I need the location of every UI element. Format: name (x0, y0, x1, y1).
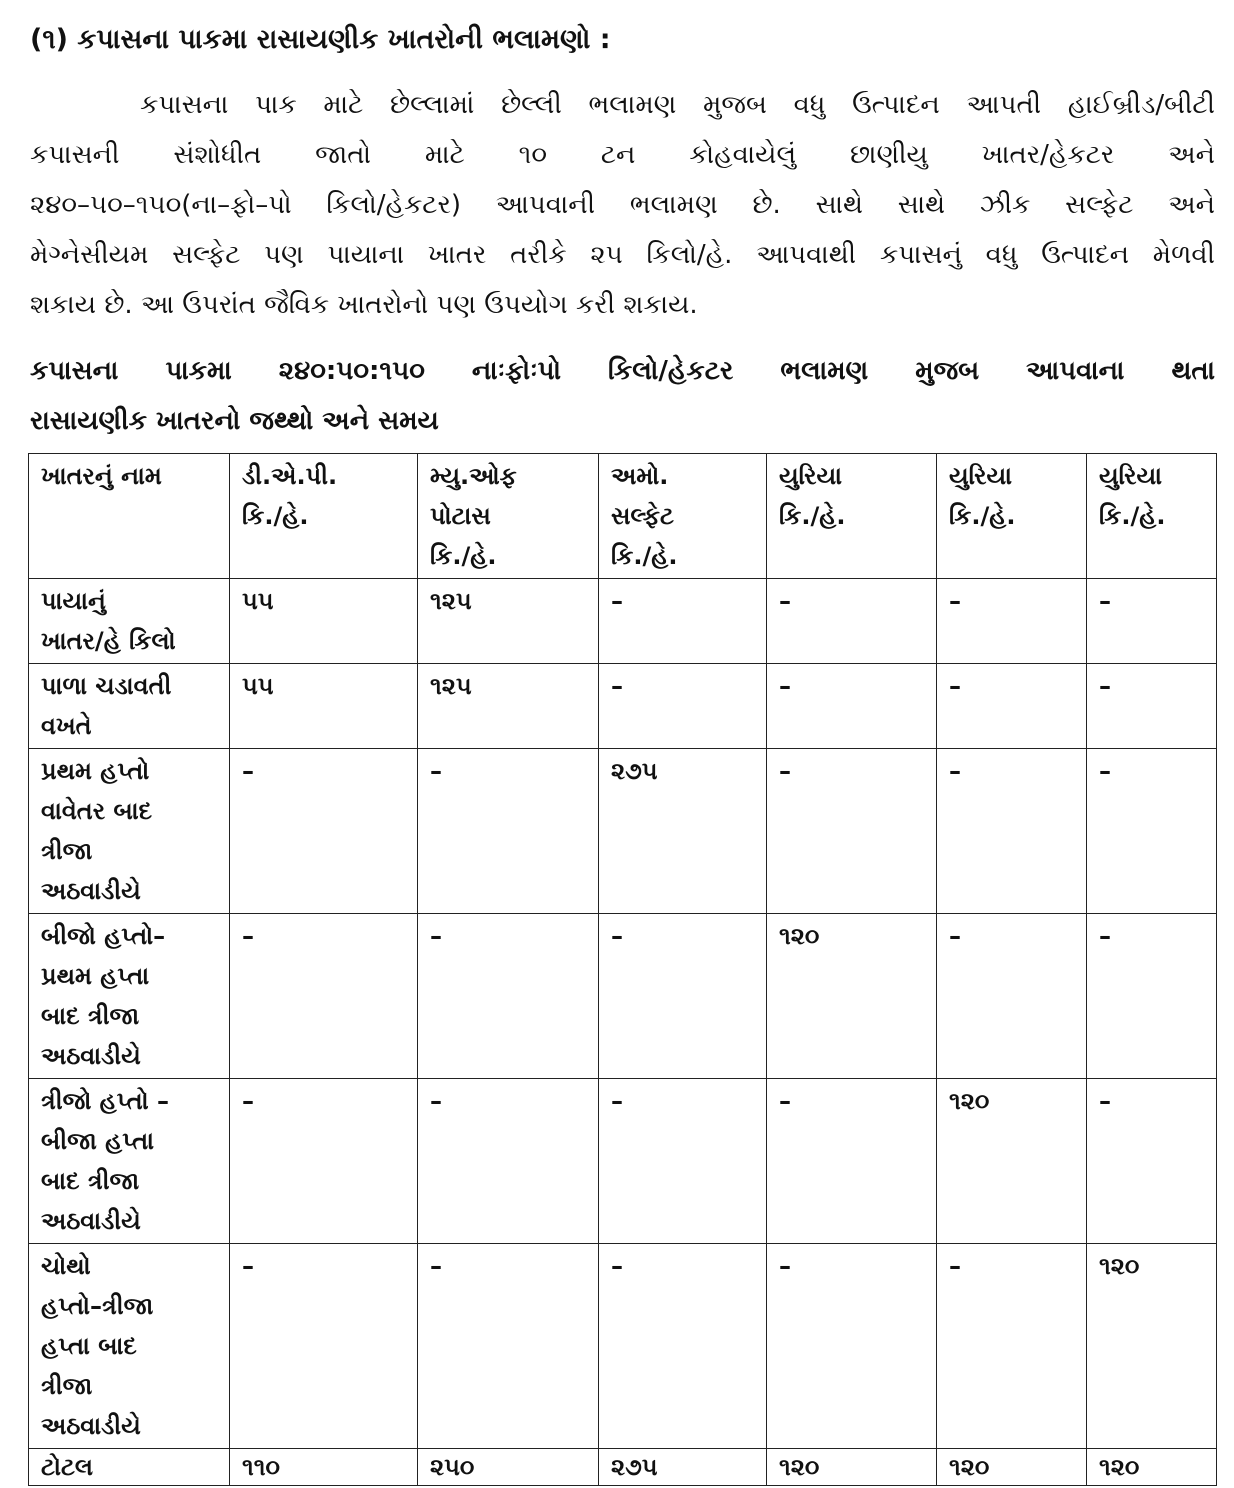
caption-line: રાસાયણીક ખાતરનો જથ્થો અને સમય (30, 406, 439, 436)
table-cell: – (1087, 1079, 1217, 1244)
row-label-text: બાદ ત્રીજા (41, 1002, 140, 1030)
header-text: કિ./હે. (242, 502, 309, 530)
table-cell: – (937, 1244, 1087, 1449)
paragraph-line: કપાસના પાક માટે છેલ્લામાં છેલ્લી ભલામણ મુજબ વધુ ઉત્પાદન આપતી હાઈબ્રીડ/બીટી (140, 90, 1215, 120)
total-cell: ૧૧૦ (230, 1449, 418, 1486)
header-text: યુરિયા (779, 462, 843, 490)
header-text: યુરિયા (1099, 462, 1163, 490)
header-text: અમો. (611, 462, 669, 490)
row-label-text: પાયાનું (41, 587, 106, 615)
table-cell: – (767, 579, 937, 664)
column-header (418, 454, 599, 579)
header-text: કિ./હે. (949, 502, 1016, 530)
row-label (29, 1079, 230, 1244)
table-cell: ૨૭૫ (599, 749, 767, 914)
table-cell: – (230, 1244, 418, 1449)
column-header (599, 454, 767, 579)
table-cell: – (1087, 749, 1217, 914)
row-label-text: હપ્તો–ત્રીજા (41, 1292, 154, 1320)
table-header-row (29, 454, 1217, 579)
table-cell: ૧૨૦ (1087, 1244, 1217, 1449)
table-cell: ૫૫ (230, 664, 418, 749)
row-label (29, 749, 230, 914)
column-header (1087, 454, 1217, 579)
header-text: કિ./હે. (430, 542, 497, 570)
row-label-text: બીજા હપ્તા (41, 1127, 155, 1155)
row-label-text: ત્રીજો હપ્તો – (41, 1087, 170, 1115)
total-label: ટોટલ (29, 1449, 230, 1486)
total-cell: ૨૭૫ (599, 1449, 767, 1486)
column-header (29, 454, 230, 579)
header-text: સલ્ફેટ (611, 502, 675, 530)
total-cell: ૨૫૦ (418, 1449, 599, 1486)
row-label-text: હપ્તા બાદ (41, 1332, 137, 1360)
header-text: મ્યુ.ઓફ (430, 462, 517, 490)
table-cell: – (767, 1079, 937, 1244)
table-row (29, 664, 1217, 749)
row-label (29, 579, 230, 664)
table-cell: – (230, 1079, 418, 1244)
column-header (767, 454, 937, 579)
header-text: ડી.એ.પી. (242, 462, 338, 490)
row-label-text: વખતે (41, 712, 92, 740)
total-row (29, 1449, 1217, 1486)
table-cell: – (937, 664, 1087, 749)
table-cell: – (230, 749, 418, 914)
table-cell: – (767, 664, 937, 749)
table-row (29, 579, 1217, 664)
row-label-text: ત્રીજા (41, 837, 93, 865)
table-cell: ૧૨૦ (767, 914, 937, 1079)
table-cell: – (1087, 579, 1217, 664)
paragraph-line: મેગ્નેસીયમ સલ્ફેટ પણ પાયાના ખાતર તરીકે ૨૫ કિલો/હે. આપવાથી કપાસનું વધુ ઉત્પાદન મેળવી (30, 240, 1215, 270)
total-cell: ૧૨૦ (1087, 1449, 1217, 1486)
column-header (230, 454, 418, 579)
table-cell: – (418, 749, 599, 914)
caption-line: કપાસના પાકમા ૨૪૦:૫૦:૧૫૦ નાઃફોઃપો કિલો/હેકટર ભલામણ મુજબ આપવાના થતા (30, 356, 1215, 386)
paragraph-line: શકાય છે. આ ઉપરાંત જૈવિક ખાતરોનો પણ ઉપયોગ કરી શકાય. (30, 290, 698, 320)
header-text: યુરિયા (949, 462, 1013, 490)
column-header (937, 454, 1087, 579)
header-text: કિ./હે. (1099, 502, 1166, 530)
row-label-text: બીજો હપ્તો– (41, 922, 166, 950)
table-cell: – (937, 749, 1087, 914)
fertilizer-schedule-table (28, 453, 1217, 1486)
table-row (29, 749, 1217, 914)
row-label-text: પ્રથમ હપ્તો (41, 757, 150, 785)
table-cell: – (937, 914, 1087, 1079)
table-row (29, 1244, 1217, 1449)
table-cell: – (599, 1079, 767, 1244)
table-row (29, 914, 1217, 1079)
row-label-text: ખાતર/હે કિલો (41, 627, 176, 655)
table-cell: ૫૫ (230, 579, 418, 664)
header-text: કિ./હે. (611, 542, 678, 570)
row-label-text: અઠવાડીયે (41, 1042, 141, 1070)
table-cell: ૧૨૫ (418, 579, 599, 664)
row-label (29, 1244, 230, 1449)
table-cell: – (418, 1079, 599, 1244)
row-label-text: બાદ ત્રીજા (41, 1167, 140, 1195)
row-label-text: ચોથો (41, 1252, 91, 1280)
row-label-text: વાવેતર બાદ (41, 797, 153, 825)
row-label-text: અઠવાડીયે (41, 877, 141, 905)
row-label (29, 664, 230, 749)
table-cell: – (418, 1244, 599, 1449)
row-label-text: અઠવાડીયે (41, 1207, 141, 1235)
header-text: કિ./હે. (779, 502, 846, 530)
row-label (29, 914, 230, 1079)
table-cell: ૧૨૦ (937, 1079, 1087, 1244)
row-label-text: અઠવાડીયે (41, 1412, 141, 1440)
table-cell: – (599, 664, 767, 749)
table-cell: – (599, 914, 767, 1079)
table-cell: – (767, 749, 937, 914)
row-label-text: પ્રથમ હપ્તા (41, 962, 150, 990)
section-heading: (૧) કપાસના પાકમા રાસાયણીક ખાતરોની ભલામણો : (30, 24, 611, 55)
table-cell: – (230, 914, 418, 1079)
table-cell: ૧૨૫ (418, 664, 599, 749)
header-text: ખાતરનું નામ (41, 462, 162, 490)
total-cell: ૧૨૦ (767, 1449, 937, 1486)
row-label-text: ત્રીજા (41, 1372, 93, 1400)
paragraph-line: ૨૪૦–૫૦–૧૫૦(ના–ફો–પો કિલો/હેકટર) આપવાની ભલામણ છે. સાથે સાથે ઝીક સલ્ફેટ અને (30, 190, 1215, 220)
table-cell: – (418, 914, 599, 1079)
table-cell: – (599, 1244, 767, 1449)
recommendation-paragraph (30, 80, 1215, 330)
table-row (29, 1079, 1217, 1244)
header-text: પોટાસ (430, 502, 491, 530)
table-cell: – (937, 579, 1087, 664)
table-caption (30, 346, 1215, 446)
paragraph-line: કપાસની સંશોધીત જાતો માટે ૧૦ ટન કોહવાયેલું છાણીયુ ખાતર/હેકટર અને (30, 140, 1215, 170)
total-cell: ૧૨૦ (937, 1449, 1087, 1486)
table-cell: – (767, 1244, 937, 1449)
table-cell: – (1087, 664, 1217, 749)
table-cell: – (1087, 914, 1217, 1079)
table-cell: – (599, 579, 767, 664)
row-label-text: પાળા ચડાવતી (41, 672, 172, 700)
